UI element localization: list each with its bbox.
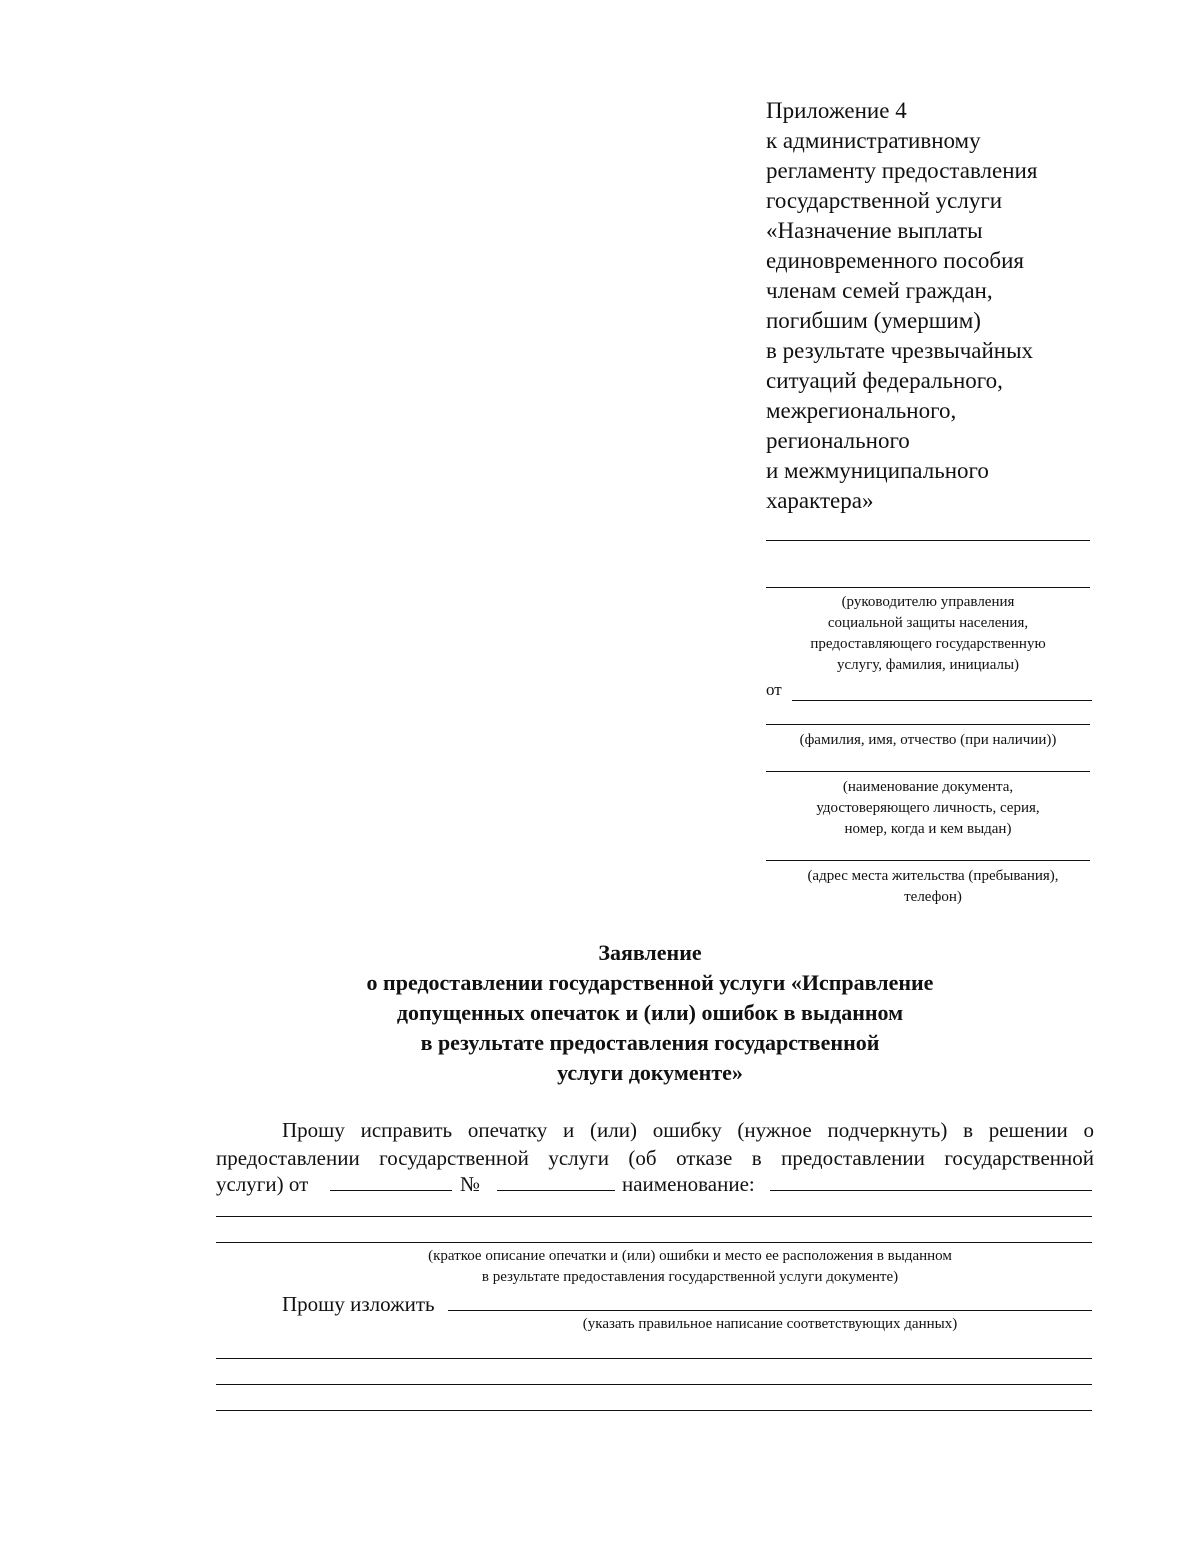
address-caption bbox=[748, 866, 1118, 908]
error-description-line-1[interactable] bbox=[216, 1216, 1092, 1217]
caption-line: (адрес места жительства (пребывания), bbox=[807, 868, 1059, 884]
title-line: о предоставлении государственной услуги «Исправление bbox=[366, 970, 934, 995]
caption-line: услугу, фамилия, инициалы) bbox=[836, 657, 1020, 673]
name-caption: (фамилия, имя, отчество (при наличии)) bbox=[799, 732, 1057, 748]
document-input-line[interactable] bbox=[766, 771, 1090, 772]
appendix-line: в результате чрезвычайных bbox=[766, 338, 1034, 363]
error-description-line-2[interactable] bbox=[216, 1242, 1092, 1243]
name-input-line[interactable] bbox=[766, 724, 1090, 725]
caption-line: (руководителю управления bbox=[841, 594, 1015, 610]
from-label: от bbox=[766, 680, 782, 699]
number-sign: № bbox=[460, 1172, 481, 1196]
body-line-3-prefix: услуги) от bbox=[216, 1172, 309, 1196]
appendix-line: и межмуниципального bbox=[766, 458, 989, 483]
name-label: наименование: bbox=[622, 1172, 755, 1196]
from-input-line[interactable] bbox=[792, 700, 1092, 701]
title-line: Заявление bbox=[598, 940, 702, 965]
state-label: Прошу изложить bbox=[282, 1292, 435, 1316]
date-input-line[interactable] bbox=[330, 1190, 452, 1191]
document-name-input-line[interactable] bbox=[770, 1190, 1092, 1191]
caption-line: социальной защиты населения, bbox=[827, 615, 1029, 631]
document-caption bbox=[748, 777, 1108, 840]
recipient-caption bbox=[748, 592, 1108, 676]
caption-line: удостоверяющего личность, серия, bbox=[816, 800, 1040, 816]
error-caption bbox=[300, 1246, 1080, 1288]
appendix-line: регионального bbox=[766, 428, 910, 453]
recipient-line-2[interactable] bbox=[766, 587, 1090, 588]
application-title bbox=[200, 938, 1100, 1088]
title-line: допущенных опечаток и (или) ошибок в выданном bbox=[396, 1000, 904, 1025]
body-line-1: Прошу исправить опечатку и (или) ошибку (нужное подчеркнуть) в решении о bbox=[282, 1118, 1094, 1142]
caption-line: в результате предоставления государственной услуги документе) bbox=[481, 1269, 899, 1285]
appendix-line: характера» bbox=[766, 488, 874, 513]
correct-data-line-2[interactable] bbox=[216, 1358, 1092, 1359]
appendix-line: «Назначение выплаты bbox=[766, 218, 983, 243]
title-line: услуги документе» bbox=[557, 1060, 743, 1085]
appendix-line: регламенту предоставления bbox=[766, 158, 1038, 183]
appendix-header bbox=[766, 96, 1166, 516]
correct-data-caption: (указать правильное написание соответствующих данных) bbox=[582, 1316, 958, 1332]
body-line-2: предоставлении государственной услуги (об отказе в предоставлении государственной bbox=[216, 1146, 1094, 1170]
appendix-line: членам семей граждан, bbox=[766, 278, 993, 303]
correct-data-line-3[interactable] bbox=[216, 1384, 1092, 1385]
appendix-line: Приложение 4 bbox=[766, 98, 907, 123]
appendix-line: погибшим (умершим) bbox=[766, 308, 981, 333]
title-line: в результате предоставления государственной bbox=[420, 1030, 880, 1055]
appendix-line: ситуаций федерального, bbox=[766, 368, 1003, 393]
recipient-line-1[interactable] bbox=[766, 540, 1090, 541]
appendix-line: к административному bbox=[766, 128, 981, 153]
address-input-line[interactable] bbox=[766, 860, 1090, 861]
appendix-line: межрегионального, bbox=[766, 398, 957, 423]
caption-line: (наименование документа, bbox=[842, 779, 1014, 795]
appendix-line: государственной услуги bbox=[766, 188, 1003, 213]
appendix-line: единовременного пособия bbox=[766, 248, 1024, 273]
number-input-line[interactable] bbox=[497, 1190, 615, 1191]
correct-data-input-line[interactable] bbox=[448, 1310, 1092, 1311]
caption-line: номер, когда и кем выдан) bbox=[844, 821, 1012, 837]
caption-line: (краткое описание опечатки и (или) ошибки и место ее расположения в выданном bbox=[428, 1248, 952, 1264]
correct-data-line-4[interactable] bbox=[216, 1410, 1092, 1411]
caption-line: телефон) bbox=[904, 889, 962, 905]
caption-line: предоставляющего государственную bbox=[810, 636, 1046, 652]
